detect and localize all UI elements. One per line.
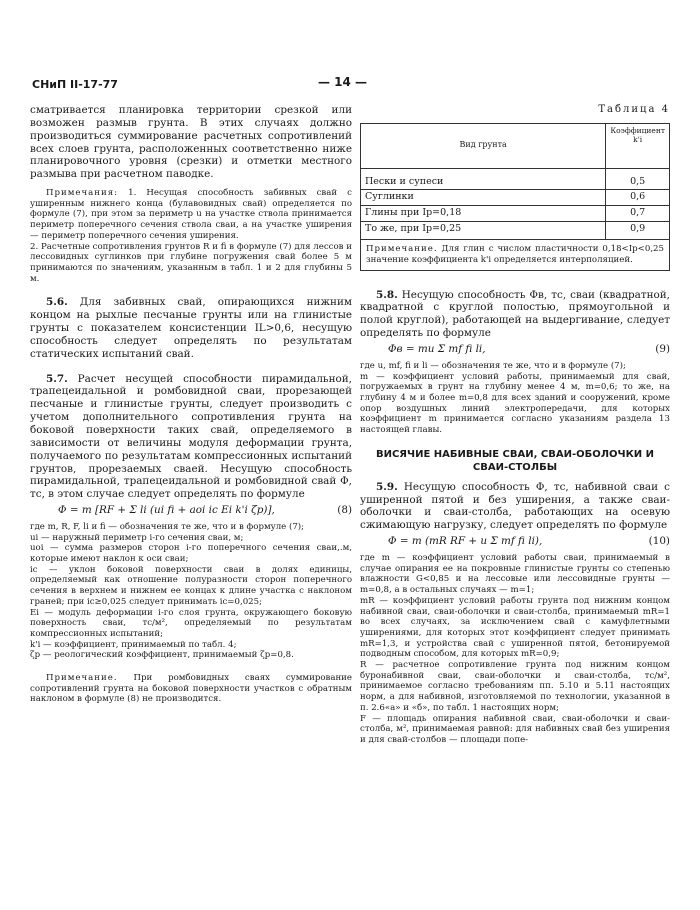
table-header-soil: Вид грунта	[361, 123, 606, 168]
formula-text: Φв = mu Σ mf fi li,	[388, 343, 486, 355]
intro-paragraph: сматривается планировка территории срезкой или возможен размыв грунта. В этих случаях должно производиться суммирование расчетных сопротивлений всех слоев грунта, расположенных соответственно ниже планировочного уровня (срезки) и отметки местного размыва при расчетном паводке.	[30, 104, 352, 181]
definitions-10	[360, 553, 670, 746]
clause-number: 5.8.	[376, 288, 398, 301]
clause-number: 5.6.	[46, 296, 68, 309]
clause-number: 5.7.	[46, 372, 68, 385]
formula-10	[360, 535, 670, 548]
definition: где m, R, F, li и fi — обозначения те же, что и в формуле (7);	[30, 521, 305, 532]
notes-label: Примечания:	[46, 188, 119, 199]
definition: где m — коэффициент условий работы сваи, принимаемый в случае опирания ее на покровные глинистые грунты со степенью влажности G<0,85 и на лессовые или лессовидные грунты — m=0,8, а в остальных случаях — m=1;	[360, 552, 670, 596]
definition: m — коэффициент условий работы, принимаемый для свай, погружаемых в грунт на глубину менее 4 м, m=0,6; то же, на глубину 4 м и более m=0,8 для всех зданий и сооружений, кроме опор воздушных линий электропередачи, для которых коэффициент m принимается согласно указаниям раздела 13 настоящей главы.	[360, 371, 670, 436]
definition: F — площадь опирания набивной сваи, сваи-оболочки и сваи-столба, м², принимаемая равной: для набивных свай без уширения и для свай-столбов — площади попе-	[360, 713, 670, 745]
formula-number: (10)	[648, 535, 670, 548]
section-heading: ВИСЯЧИЕ НАБИВНЫЕ СВАИ, СВАИ-ОБОЛОЧКИ И СВАИ-СТОЛБЫ	[375, 448, 655, 473]
definition: ui — наружный периметр i-го сечения сваи, м;	[30, 532, 244, 543]
table-4	[360, 123, 670, 271]
note-1: 1. Несущая способность забивных свай с уширенным нижнего конца (булавовидных свай) определяется по формуле (7), при этом за периметр u на участке ствола принимается периметр поперечного сечения ствола сваи, а на участке уширения — периметр поперечного сечения уширения.	[30, 188, 352, 241]
left-column	[30, 104, 352, 705]
definition: Ei — модуль деформации i-го слоя грунта, окружающего боковую поверхность сваи, тс/м², определяемый по результатам компрессионных испытаний;	[30, 607, 352, 639]
notes	[30, 188, 352, 242]
table-title: Таблица 4	[598, 104, 670, 115]
table-row	[361, 206, 670, 222]
page-number: — 14 —	[318, 75, 368, 89]
definition: uoi — сумма размеров сторон i-го поперечного сечения сваи,.м, которые имеют наклон к оси сваи;	[30, 543, 352, 564]
clause-number: 5.9.	[376, 480, 398, 493]
definition: ic — уклон боковой поверхности сваи в долях единицы, определяемый как отношение полуразности сторон поперечного сечения в верхнем и нижнем ее концах к длине участка с наклоном граней; при ic≥0,025 следует принимать ic=0,025;	[30, 564, 352, 607]
table-note-label: Примечание.	[366, 244, 438, 255]
formula-text: Φ = m (mR RF + u Σ mf fi li),	[388, 535, 543, 548]
soil-cell: Суглинки	[361, 190, 606, 206]
soil-cell: То же, при Ip=0,25	[361, 221, 606, 240]
definition: k'i — коэффициент, принимаемый по табл. 4;	[30, 639, 237, 650]
formula-8	[30, 504, 352, 517]
definition: где u, mf, fi и li — обозначения те же, что и в формуле (7);	[360, 360, 626, 371]
note-formula-8: Примечание. При ромбовидных сваях суммирование сопротивлений грунта на боковой поверхности участков с обратным наклоном в формуле (8) не производится.	[30, 673, 352, 705]
soil-cell: Глины при Ip=0,18	[361, 206, 606, 222]
table-header-coefficient: Коэффициент k'i	[606, 123, 670, 168]
coefficient-cell: 0,7	[606, 206, 670, 222]
formula-text: Φ = m [RF + Σ li (ui fi + aoi ic Ei k'i ζp)],	[58, 504, 275, 517]
table-row	[361, 168, 670, 190]
definition: R — расчетное сопротивление грунта под нижним концом буронабивной сваи, сваи-оболочки и сваи-столба, тс/м², принимаемое согласно требованиям пп. 5.10 и 5.11 настоящих норм, а для набивной, изготовляемой по технологии, указанной в п. 2.6«а» и «б», по табл. 1 настоящих норм;	[360, 660, 670, 713]
soil-cell: Пески и супеси	[361, 168, 606, 190]
coefficient-cell: 0,6	[606, 190, 670, 206]
formula-number: (8)	[337, 504, 352, 517]
definitions-8	[30, 522, 352, 661]
document-code: СНиП II-17-77	[32, 78, 118, 91]
note-label: Примечание.	[46, 673, 118, 684]
formula-number: (9)	[655, 343, 670, 355]
table-row	[361, 221, 670, 240]
table-row	[361, 190, 670, 206]
definitions-9	[360, 361, 670, 436]
definition: mR — коэффициент условий работы грунта под нижним концом набивной сваи, сваи-оболочки и сваи-столба, принимаемый mR=1 во всех случаях, за исключением свай с камуфлетными уширениями, для которых этот коэффициент следует принимать mR=1,3, и устройства свай с уширенной пятой, бетонируемой подводным способом, для которых mR=0,9;	[360, 595, 670, 660]
definition: ζp — реологический коэффициент, принимаемый ζp=0,8.	[30, 650, 294, 661]
paragraph-5-9: 5.9. Несущую способность Φ, тс, набивной сваи с уширенной пятой и без уширения, а также сваи-оболочки и сваи-столба, работающих на осевую сжимающую нагрузку, следует определять по формуле	[360, 480, 670, 532]
formula-9	[360, 343, 670, 356]
right-column	[360, 104, 670, 746]
table-note: Примечание. Для глин с числом пластичности 0,18<Ip<0,25 значение коэффициента k'i определяется интерполяцией.	[361, 240, 670, 270]
paragraph-5-6: 5.6. Для забивных свай, опирающихся нижним концом на рыхлые песчаные грунты или на глинистые грунты с показателем консистенции IL>0,6, несущую способность следует определять по результатам статических испытаний свай.	[30, 296, 352, 360]
coefficient-cell: 0,5	[606, 168, 670, 190]
note-2: 2. Расчетные сопротивления грунтов R и fi в формуле (7) для лессов и лессовидных суглинков при глубине погружения свай более 5 м принимаются по значениям, указанным в табл. 1 и 2 для глубины 5 м.	[30, 241, 352, 284]
paragraph-5-8: 5.8. Несущую способность Φв, тс, сваи (квадратной, квадратной с круглой полостью, прямоугольной и полой круглой), работающей на выдергивание, следует определять по формуле	[360, 288, 670, 340]
coefficient-cell: 0,9	[606, 221, 670, 240]
paragraph-5-7: 5.7. Расчет несущей способности пирамидальной, трапецеидальной и ромбовидной сваи, прорезающей песчаные и глинистые грунты, следует производить с учетом дополнительного сопротивления грунта на боковой поверхности таких свай, определяемого в зависимости от величины модуля деформации грунта, получаемого по результатам компрессионных испытаний грунтов, прорезаемых сваей. Несущую способность пирамидальной, трапецеидальной и ромбовидной свай Φ, тс, в этом случае следует определять по формуле	[30, 372, 352, 501]
